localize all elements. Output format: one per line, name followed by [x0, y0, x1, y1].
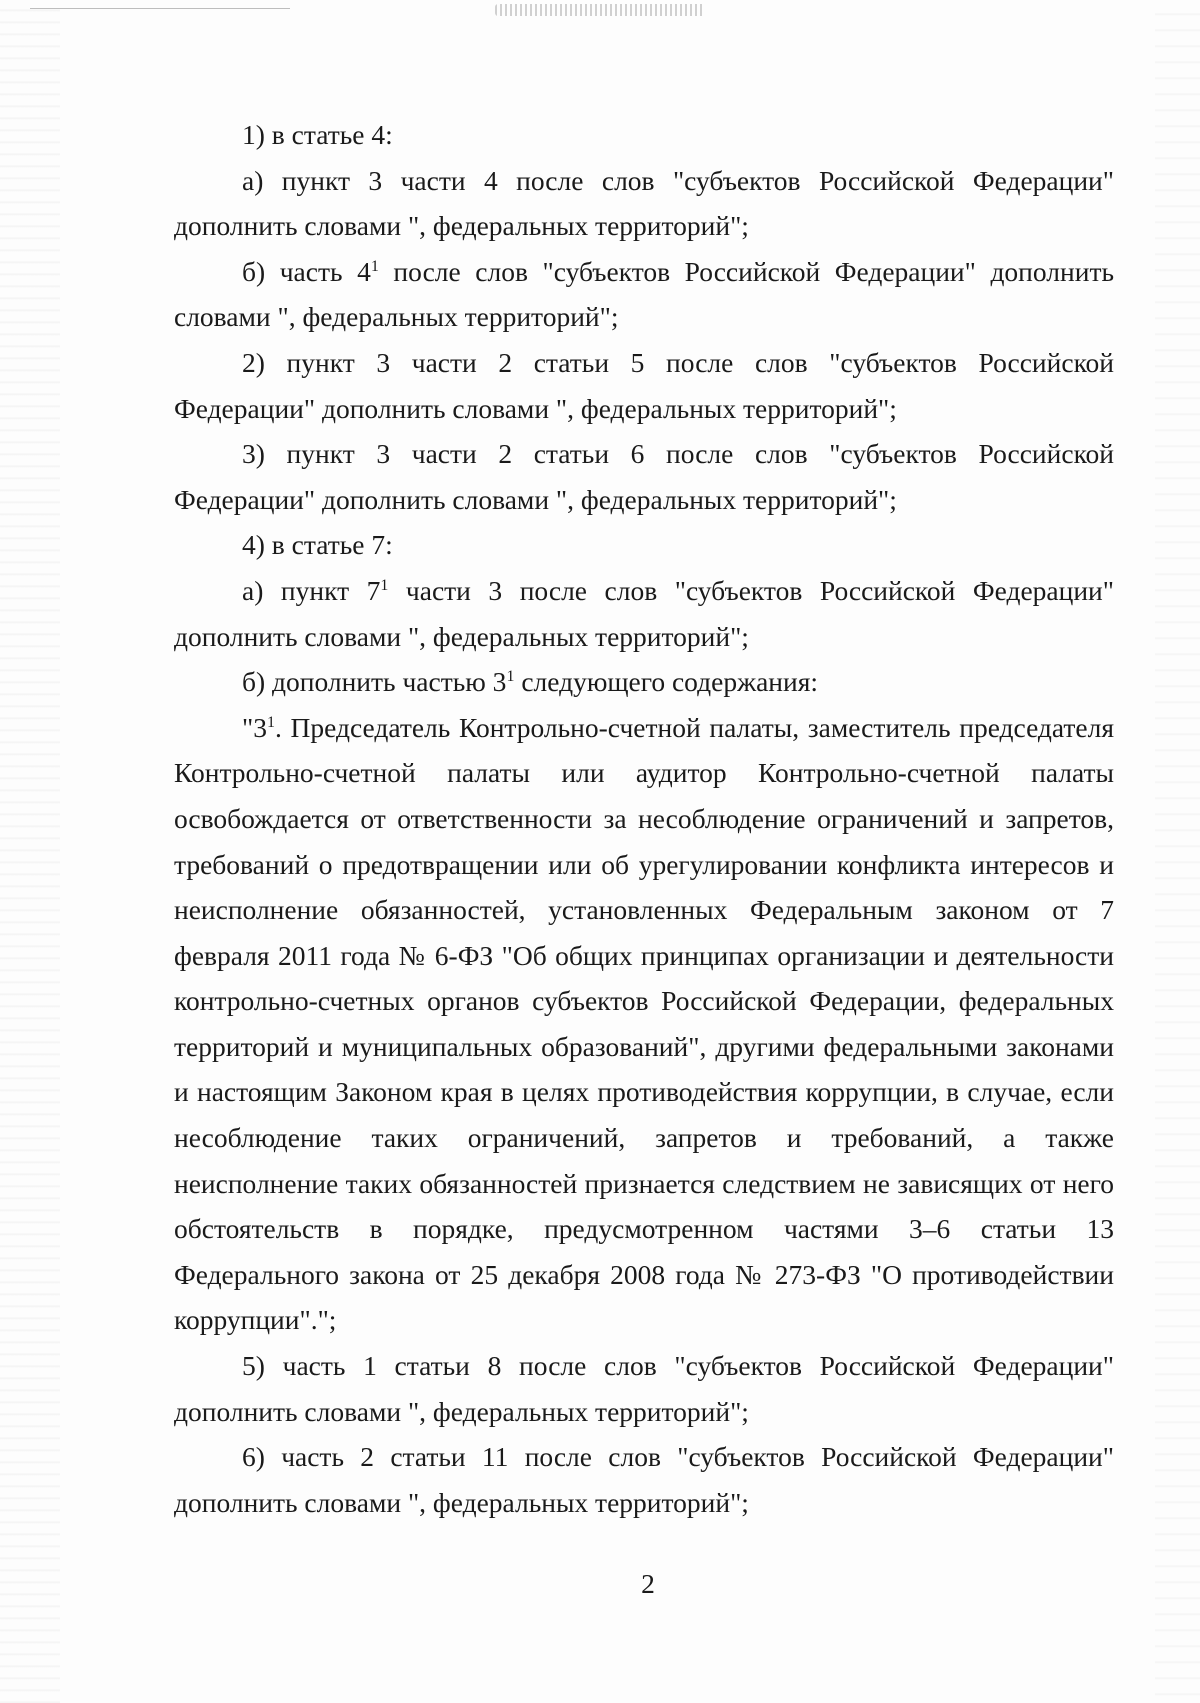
paragraph-1b: б) часть $4^1$ после слов "субъектов Российской Федерации" дополнить словами ", федеральных территорий";	[174, 255, 1115, 333]
paragraph-4b: б) дополнить частью $3^1$ следующего содержания:	[242, 666, 819, 698]
document-body	[174, 112, 1114, 1525]
paragraph-4a: а) пункт $7^1$ части 3 после слов "субъектов Российской Федерации" дополнить словами ", федеральных территорий";	[174, 574, 1114, 652]
paragraph-3: 3) пункт 3 части 2 статьи 6 после слов "субъектов Российской Федерации" дополнить словами ", федеральных территорий";	[174, 438, 1114, 515]
paragraph-4: 4) в статье 7:	[242, 529, 393, 561]
paragraph-6: 6) часть 2 статьи 11 после слов "субъектов Российской Федерации" дополнить словами ", федеральных территорий";	[174, 1441, 1114, 1518]
scan-noise-right	[1155, 0, 1200, 1703]
paragraph-1a: а) пункт 3 части 4 после слов "субъектов Российской Федерации" дополнить словами ", федеральных территорий";	[174, 164, 1114, 242]
page-number: 2	[641, 1568, 655, 1599]
paragraph-5: 5) часть 1 статьи 8 после слов "субъектов Российской Федерации" дополнить словами ", федеральных территорий";	[174, 1350, 1114, 1427]
scan-top-smudge	[495, 4, 705, 16]
paragraph-1: 1) в статье 4:	[242, 119, 393, 150]
paragraph-quote-3-1: "$3^1$. Председатель Контрольно-счетной палаты, заместитель председателя Контрольно-счетной палаты или аудитор Контрольно-счетной палаты освобождается от ответственности за несоблюдение ограничений и запретов, требований о предотвращении или об урегулировании конфликта интересов и неисполнение обязанностей, установленных Федеральным законом от 7 февраля 2011 года № 6-ФЗ "Об общих принципах организации и деятельности контрольно-счетных органов субъектов Российской Федерации, федеральных территорий и муниципальных образований", другими федеральными законами и настоящим Законом края в целях противодействия коррупции, в случае, если несоблюдение таких ограничений, запретов и требований, а также неисполнение таких обязанностей признается следствием не зависящих от него обстоятельств в порядке, предусмотренном частями 3–6 статьи 13 Федерального закона от 25 декабря 2008 года № 273-ФЗ "О противодействии коррупции".";	[174, 711, 1114, 1336]
scan-top-line	[30, 8, 290, 9]
scan-noise-left	[0, 0, 60, 1703]
paragraph-2: 2) пункт 3 части 2 статьи 5 после слов "субъектов Российской Федерации" дополнить словами ", федеральных территорий";	[174, 346, 1114, 424]
